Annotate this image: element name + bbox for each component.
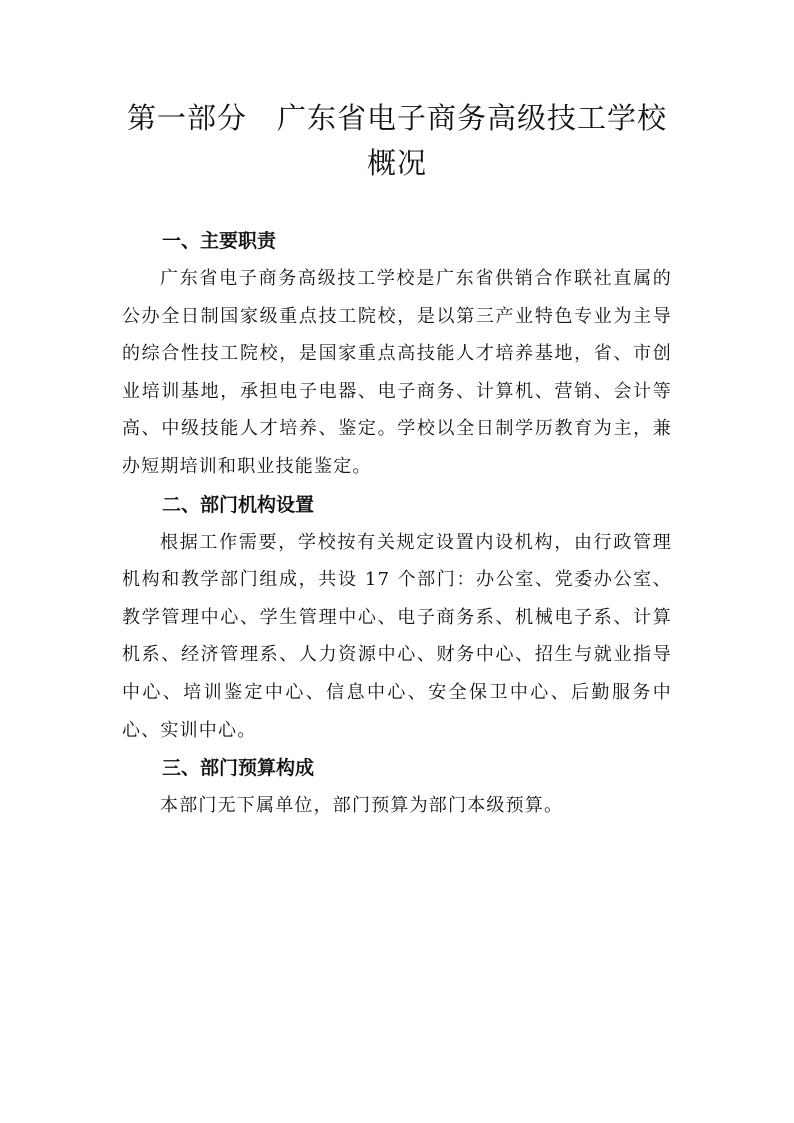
section-heading: 三、部门预算构成 <box>162 757 315 780</box>
document-body <box>122 222 672 825</box>
section-heading: 一、主要职责 <box>162 230 277 252</box>
section-paragraph: 根据工作需要，学校按有关规定设置内设机构，由行政管理机构和教学部门组成，共设 17 个部门：办公室、党委办公室、教学管理中心、学生管理中心、电子商务系、机械电子系、计算机系、经济管理系、人力资源中心、财务中心、招生与就业指导中心、培训鉴定中心、信息中心、安全保卫中心、后勤服务中心、实训中心。 <box>122 531 672 741</box>
title-part: 第一部分 <box>126 101 247 135</box>
title-line1: 广东省电子商务高级技工学校 <box>277 101 668 135</box>
section-heading: 二、部门机构设置 <box>162 493 315 516</box>
page-title <box>100 96 694 186</box>
section-department-structure <box>122 486 672 750</box>
section-main-duties <box>122 222 672 486</box>
title-line2: 概况 <box>366 146 427 180</box>
section-paragraph: 本部门无下属单位，部门预算为部门本级预算。 <box>160 795 564 817</box>
section-paragraph: 广东省电子商务高级技工学校是广东省供销合作联社直属的公办全日制国家级重点技工院校，是以第三产业特色专业为主导的综合性技工院校，是国家重点高技能人才培养基地，省、市创业培训基地，承担电子电器、电子商务、计算机、营销、会计等高、中级技能人才培养、鉴定。学校以全日制学历教育为主，兼办短期培训和职业技能鉴定。 <box>122 268 672 477</box>
section-budget-composition <box>122 749 672 825</box>
